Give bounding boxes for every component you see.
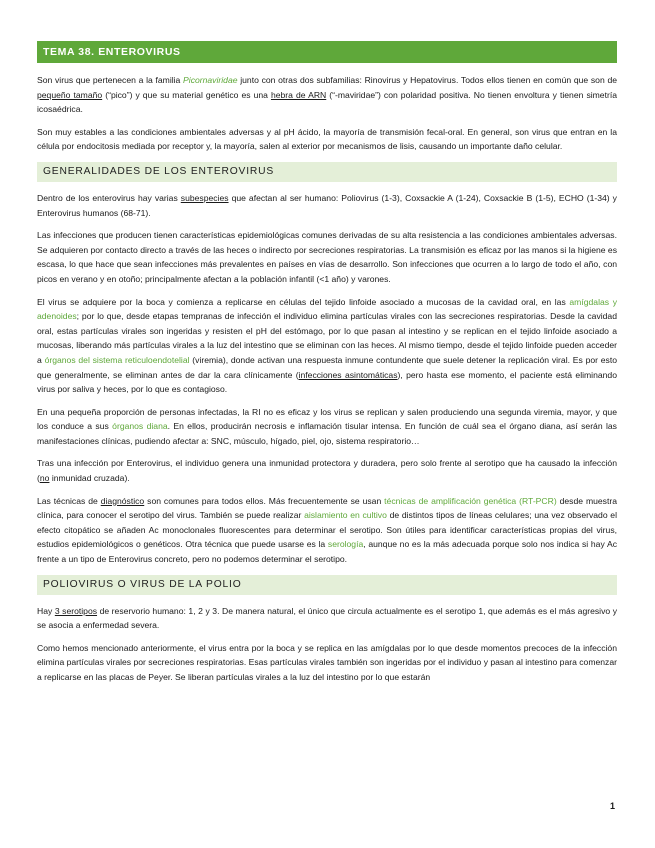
subspecies-term: subespecies [180, 192, 229, 203]
generalities-paragraph-3 [37, 295, 617, 397]
text: Tras una infección por Enterovirus, el individuo genera una inmunidad protectora y duradera, pero solo frente al serotipo que ha causado la infección ( [37, 458, 617, 484]
small-size-term: pequeño tamaño [37, 89, 103, 100]
serology-term: serología [327, 539, 364, 550]
text: Las técnicas de [37, 495, 101, 506]
serotypes-term: 3 serotipos [54, 605, 98, 616]
intro-paragraph-2: Son muy estables a las condiciones ambientales adversas y al pH ácido, la mayoría de transmisión fecal-oral. En general, son virus que entran en la célula por endocitosis mediada por receptor y, la mayoría, salen al exterior por mecanismos de lisis, causando un importante daño celular. [37, 126, 617, 152]
text: El virus se adquiere por la boca y comienza a replicarse en células del tejido linfoide asociado a mucosas de la cavidad oral, en las [37, 296, 570, 307]
text: son comunes para todos ellos. Más frecuentemente se usan [144, 495, 385, 506]
text: que afectan al ser humano: Poliovirus (1-3), Coxsackie A (1-24), Coxsackie B (1-5), ECHO (1-34) y Enterovirus humanos (68-71). [37, 192, 617, 218]
generalities-paragraph-4 [37, 405, 617, 449]
polio-paragraph-2: Como hemos mencionado anteriormente, el virus entra por la boca y se replica en las amígdalas por lo que desde momentos precoces de la infección elimina partículas virales por secreciones respiratorias. Esas partículas virales también son ingeridas por el individuo y pasan al intestino para comenzar a replicarse en las placas de Peyer. Se liberan partículas virales a la luz del intestino por lo que estarán [37, 642, 617, 682]
text: Dentro de los enterovirus hay varias [37, 192, 181, 203]
text: ; por lo que, desde etapas tempranas de infección el individuo elimina partículas virales con las secreciones respiratorias. Desde la cavidad oral, estas partículas virales son ingeridas y resisten el pH del estómago, por lo que pasan al intestino y se replican en el tejido linfoide asociado a mucosas, liberando más partículas virales a la luz del intestino que se eliminan con las heces. Al mismo tiempo, desde el tejido linfoide pueden acceder a [37, 311, 617, 365]
intro-paragraph-1 [37, 73, 617, 117]
text: inmunidad cruzada). [49, 473, 130, 484]
generalities-paragraph-1 [37, 191, 617, 220]
generalities-paragraph-2: Las infecciones que producen tienen características epidemiológicas comunes derivadas de su alta resistencia a las condiciones ambientales adversas. Se adquieren por contacto directo a través de las heces o indirecto por secreciones respiratorias. La transmisión es eficaz por las manos si la higiene es escasa, lo que hace que sean infecciones más prevalentes en países en vías de desarrollo. Son infecciones que ocurren a lo largo de todo el año, con picos en verano y en otoño; principalmente afectan a la población infantil (<1 año) y varones. [37, 230, 617, 284]
text: ), pero hasta ese momento, el paciente está eliminando virus por saliva y heces, por lo que es contagioso. [37, 369, 617, 395]
text: de reservorio humano: 1, 2 y 3. De manera natural, el único que circula actualmente es el serotipo 1, que además es el más agresivo y se asocia a enfermedad severa. [37, 605, 617, 631]
text: Hay [37, 605, 55, 616]
text: de distintos tipos de líneas celulares; una vez observado el efecto citopático se añaden Ac monoclonales fluorescentes para determinar el serotipo. Son útiles para identificar características propias del virus, estudios epidemiológicos o genéticos. Otra técnica que puede usarse es la [37, 510, 617, 550]
text: (“-maviridae”) con polaridad positiva. No tienen envoltura y tienen simetría icosaédrica. [37, 89, 618, 115]
section-heading-poliovirus: POLIOVIRUS O VIRUS DE LA POLIO [37, 575, 617, 595]
text: En una pequeña proporción de personas infectadas, la RI no es eficaz y los virus se replican y salen produciendo una segunda viremia, mayor, y que los conduce a sus [37, 406, 617, 432]
text: , aunque no es la más adecuada porque solo nos indica si hay Ac frente a un tipo de Enterovirus concreto, pero no podemos determinar el serotipo. [37, 539, 617, 565]
section-heading-generalities: GENERALIDADES DE LOS ENTEROVIRUS [37, 162, 617, 182]
text: (“pico”) y que su material genético es una [102, 89, 271, 100]
reticuloendothelial-term: órganos del sistema reticuloendotelial [44, 354, 190, 365]
text: junto con otras dos subfamilias: Rinovirus y Hepatovirus. Todos ellos tienen en común que son de [237, 75, 618, 85]
text: . En ellos, producirán necrosis e inflamación tisular intensa. En función de cuál sea el órgano diana, así serán las manifestaciones clínicas, pudiendo afectar a: SNC, músculo, hígado, piel, ojo, sistema respiratorio… [37, 421, 617, 446]
polio-paragraph-1 [37, 604, 617, 633]
family-name: Picornaviridae [183, 75, 238, 85]
text: Son virus que pertenecen a la familia [37, 75, 184, 85]
generalities-paragraph-5 [37, 456, 617, 485]
chapter-title: TEMA 38. ENTEROVIRUS [37, 41, 617, 63]
diagnosis-term: diagnóstico [100, 495, 145, 506]
tonsils-term: amígdalas y adenoides [37, 296, 617, 322]
page-number: 1 [609, 801, 615, 811]
culture-term: aislamiento en cultivo [304, 510, 387, 521]
rna-strand-term: hebra de ARN [270, 89, 327, 100]
document-page [37, 41, 617, 693]
rt-pcr-term: técnicas de amplificación genética (RT-PCR) [384, 495, 557, 506]
target-organs-term: órganos diana [112, 421, 168, 432]
text: (viremia), donde activan una respuesta inmune contundente que suele detener la replicación viral. Es por esto que generalmente, se eliminan antes de dar la cara clínicamente ( [37, 354, 618, 380]
no-term: no [39, 473, 50, 484]
text: desde muestra clínica, para conocer el serotipo del virus. También se puede realizar [37, 495, 617, 521]
generalities-paragraph-6 [37, 494, 617, 567]
asymptomatic-term: infecciones asintomáticas [298, 369, 398, 380]
